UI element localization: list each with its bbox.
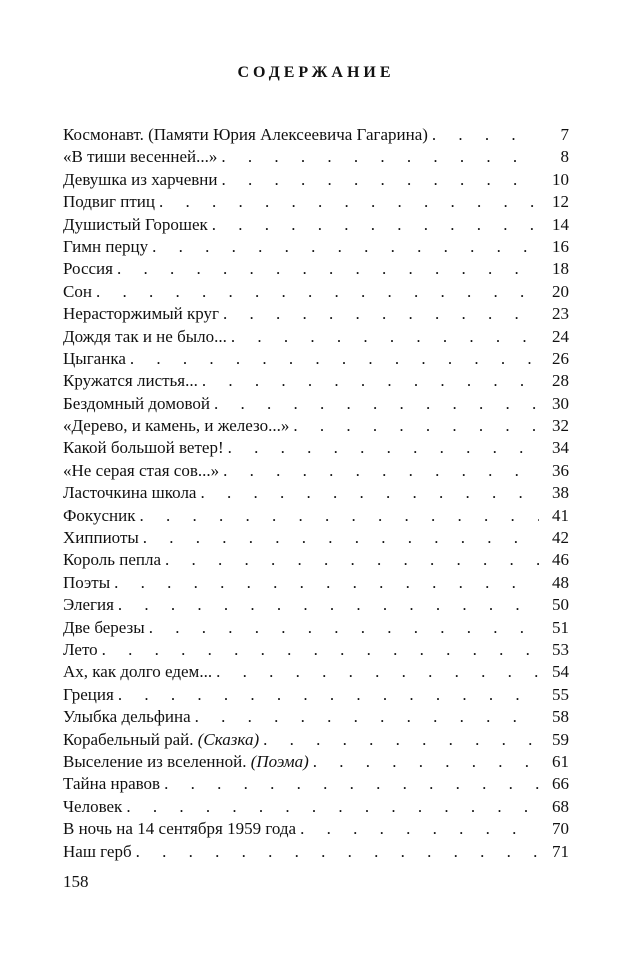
toc-entry [63,751,569,773]
toc-entry-title [63,773,160,795]
toc-entry-title [63,505,135,527]
toc-entry-title-text: Нерасторжимый круг [63,304,219,324]
toc-entry-title-text: Корабельный рай. [63,729,194,749]
toc-entry-title-text: Космонавт. (Памяти Юрия Алексеевича Гагарина) [63,125,428,144]
toc-entry-title-text: Ласточкина школа [63,483,197,503]
toc-entry-title [63,393,210,415]
dot-leader [98,639,539,661]
toc-entry-title-text: Подвиг птиц [63,192,156,212]
page-number: 158 [63,872,89,891]
toc-entry [63,482,569,504]
dot-leader [191,706,539,728]
toc-entry-page: 30 [552,393,569,413]
toc-entry-title-text: Девушка из харчевни [63,169,218,189]
dot-leader [208,214,539,236]
toc-entry-title [63,482,196,504]
toc-entry [63,214,569,236]
toc-entry-title [63,617,145,639]
toc-entry-title-text: Кружатся листья... [63,371,198,391]
dot-leader [132,841,539,863]
toc-entry-page: 32 [552,416,569,436]
toc-entry-title-text: Бездомный домовой [63,393,210,413]
toc-entry [63,393,569,415]
dot-leader [217,169,539,191]
toc-entry-title [63,258,113,280]
toc-entry-page: 66 [552,774,569,794]
toc-entry-subtitle: (Поэма) [250,751,309,771]
toc-entry [63,258,569,280]
toc-entry-page: 55 [552,684,569,704]
toc-entry-title-text: Король пепла [63,550,162,570]
toc-entry-title-text: Россия [63,259,113,279]
dot-leader [113,258,539,280]
toc-entry [63,437,569,459]
dot-leader [212,661,539,683]
dot-leader [428,124,539,146]
toc-entry-page: 7 [560,125,569,144]
toc-entry-page: 51 [552,617,569,637]
toc-entry-page: 42 [552,528,569,548]
toc-entry-title [63,370,198,392]
toc-entry-title [63,706,191,728]
toc-entry-title-text: Тайна нравов [63,774,161,794]
toc-entry-title-text: Гимн перцу [63,236,149,256]
dot-leader [198,370,539,392]
dot-leader [219,460,539,482]
toc-entry [63,348,569,370]
toc-entry [63,729,569,751]
toc-entry-title [63,572,110,594]
toc-entry-title-text: «В тиши весенней...» [63,147,218,167]
toc-entry-title [63,169,217,191]
toc-entry-title [63,661,212,683]
toc-entry-title [63,437,224,459]
dot-leader [227,326,539,348]
toc-entry-title-text: Лето [63,639,98,659]
toc-entry-title [63,236,148,258]
dot-leader [309,751,539,773]
toc-entry-title [63,639,98,661]
toc-entry [63,684,569,706]
toc-entry-page: 54 [552,662,569,682]
dot-leader [259,729,539,751]
toc-entry-page: 14 [552,214,569,234]
toc-entry-title [63,303,219,325]
toc-entry [63,460,569,482]
dot-leader [135,505,539,527]
dot-leader [161,549,539,571]
toc-entry-page: 38 [552,483,569,503]
toc-entry-page: 36 [552,460,569,480]
toc-entry [63,572,569,594]
toc-entry-page: 12 [552,192,569,212]
toc-entry-subtitle: (Сказка) [197,729,260,749]
toc-entry-title [63,729,259,751]
dot-leader [224,437,539,459]
toc-entry-page: 53 [552,639,569,659]
toc-entry-title-text: Элегия [63,595,114,615]
dot-leader [155,191,539,213]
dot-leader [210,393,539,415]
toc-entry-title-text: Человек [63,796,123,816]
toc-entry-page: 41 [552,505,569,525]
toc-entry-title [63,415,289,437]
toc-entry-page: 8 [560,147,569,167]
toc-entry-title-text: Две березы [63,617,145,637]
toc-entry-title [63,146,217,168]
toc-entry-title [63,594,114,616]
toc-entry [63,191,569,213]
dot-leader [296,818,539,840]
toc-entry-title-text: В ночь на 14 сентября 1959 года [63,819,297,839]
toc-entry [63,415,569,437]
toc-entry-title [63,348,126,370]
toc-entry-title-text: Хиппиоты [63,528,139,548]
dot-leader [114,594,539,616]
toc-entry-page: 10 [552,169,569,189]
toc-entry [63,594,569,616]
toc-entry-title-text: Сон [63,281,92,301]
toc-entry-title [63,841,132,863]
toc-entry [63,146,569,168]
toc-entry-page: 48 [552,572,569,592]
toc-entry-page: 61 [552,751,569,771]
toc-entry [63,796,569,818]
toc-entry [63,617,569,639]
toc-entry-page: 16 [552,236,569,256]
toc-entry-title-text: Какой большой ветер! [63,438,224,458]
toc-entry-title-text: «Не серая стая сов...» [63,460,220,480]
toc-entry [63,303,569,325]
dot-leader [219,303,539,325]
toc-entry-page: 58 [552,707,569,727]
dot-leader [160,773,539,795]
toc-entry [63,527,569,549]
dot-leader [145,617,539,639]
toc-entry-title-text: «Дерево, и камень, и железо...» [63,416,290,436]
table-of-contents [63,124,569,863]
toc-entry-page: 23 [552,304,569,324]
toc-entry-page: 46 [552,550,569,570]
dot-leader [139,527,539,549]
toc-entry-page: 28 [552,371,569,391]
toc-entry-page: 34 [552,438,569,458]
toc-entry-page: 26 [552,348,569,368]
toc-entry-title-text: Выселение из вселенной. [63,751,247,771]
toc-entry-title-text: Ах, как долго едем... [63,662,213,682]
toc-entry-page: 50 [552,595,569,615]
toc-entry-page: 24 [552,326,569,346]
toc-entry-title [63,124,428,146]
toc-entry [63,326,569,348]
toc-entry-title [63,191,155,213]
page-title: СОДЕРЖАНИЕ [237,64,395,81]
toc-entry-title-text: Улыбка дельфина [63,707,191,727]
toc-entry [63,706,569,728]
toc-entry-title [63,281,92,303]
toc-entry-page: 68 [552,796,569,816]
toc-entry-title [63,214,208,236]
toc-entry [63,281,569,303]
toc-entry-title [63,818,296,840]
toc-entry-page: 70 [552,819,569,839]
toc-entry-page: 71 [552,841,569,861]
toc-entry [63,661,569,683]
dot-leader [114,684,539,706]
dot-leader [122,796,539,818]
dot-leader [196,482,539,504]
toc-entry-title [63,527,139,549]
toc-entry-page: 59 [552,729,569,749]
toc-entry [63,773,569,795]
dot-leader [289,415,539,437]
toc-entry [63,124,569,146]
toc-entry-title-text: Цыганка [63,348,126,368]
toc-entry-title [63,326,227,348]
dot-leader [148,236,539,258]
toc-entry-title-text: Поэты [63,572,111,592]
toc-entry-title [63,460,219,482]
toc-entry-title-text: Душистый Горошек [63,214,208,234]
toc-entry [63,818,569,840]
toc-entry-page: 18 [552,259,569,279]
toc-entry-title-text: Греция [63,684,114,704]
toc-entry [63,169,569,191]
toc-entry [63,549,569,571]
toc-entry-title [63,549,161,571]
toc-entry-page: 20 [552,281,569,301]
dot-leader [126,348,539,370]
toc-entry-title [63,796,122,818]
toc-entry [63,370,569,392]
toc-entry-title [63,684,114,706]
toc-entry [63,639,569,661]
toc-entry [63,236,569,258]
toc-entry-title-text: Фокусник [63,505,136,525]
toc-entry-title-text: Дождя так и не было... [63,326,227,346]
dot-leader [110,572,539,594]
dot-leader [92,281,539,303]
toc-entry [63,841,569,863]
toc-entry-title-text: Наш герб [63,841,132,861]
toc-entry [63,505,569,527]
dot-leader [217,146,539,168]
toc-entry-title [63,751,309,773]
